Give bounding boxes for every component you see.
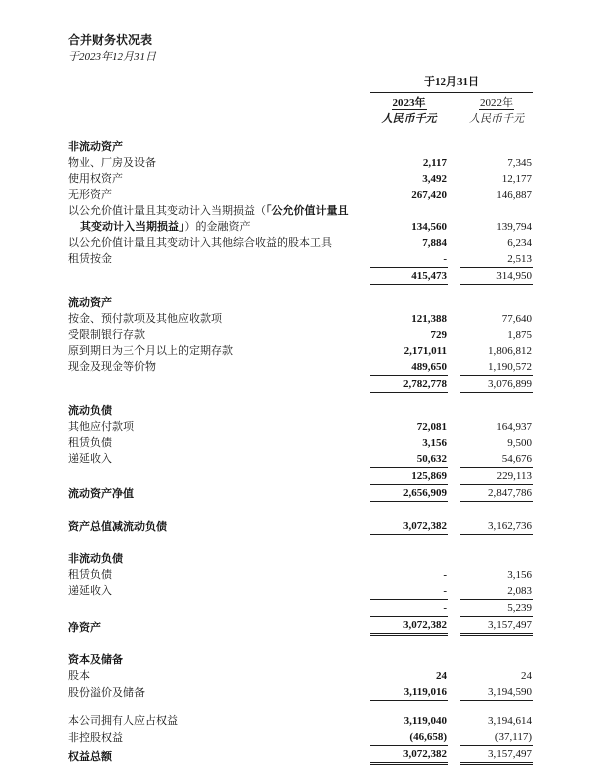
- value-2022: 229,113: [460, 467, 533, 485]
- value-2022: 6,234: [507, 237, 532, 249]
- section-label: 流动负债: [68, 405, 112, 417]
- table-row: [68, 171, 533, 187]
- table-row: [68, 451, 533, 467]
- row-label: 股份溢价及储备: [68, 687, 145, 699]
- section-header-row: [68, 139, 533, 155]
- row-label: 使用权资产: [68, 173, 123, 185]
- row-label: 物业、厂房及设备: [68, 157, 156, 169]
- value-2022: 3,076,899: [460, 375, 533, 393]
- row-label: 受限制银行存款: [68, 329, 145, 341]
- value-2023: -: [443, 569, 447, 581]
- equity-owners-row: [68, 713, 533, 729]
- row-label: 流动资产净值: [68, 488, 134, 500]
- value-2022: 5,239: [460, 599, 533, 617]
- value-2023: 489,650: [411, 361, 447, 373]
- value-2022: 1,190,572: [488, 361, 532, 373]
- spacer-row: [68, 393, 533, 403]
- value-2022: 7,345: [507, 157, 532, 169]
- value-2022: 2,847,786: [460, 485, 533, 502]
- value-2023: 2,656,909: [370, 485, 448, 502]
- row-label: 非控股权益: [68, 732, 123, 744]
- subtotal-row: [68, 267, 533, 285]
- value-2023: 72,081: [416, 421, 447, 433]
- section-label: 非流动负债: [68, 553, 123, 565]
- value-2022: 3,162,736: [460, 518, 533, 535]
- value-2023: 3,119,016: [370, 684, 448, 701]
- unit-header-row: [68, 111, 533, 127]
- date-header: 于12月31日: [370, 72, 533, 93]
- table-row: [68, 668, 533, 684]
- value-2022: 1,875: [507, 329, 532, 341]
- section-header-row: [68, 295, 533, 311]
- value-2022: 9,500: [507, 437, 532, 449]
- row-label: 递延收入: [68, 453, 112, 465]
- spacer-row: [68, 535, 533, 551]
- value-2022: 24: [521, 670, 532, 682]
- value-2022: 54,676: [501, 453, 532, 465]
- value-2023: 267,420: [411, 189, 447, 201]
- table-row: [68, 359, 533, 375]
- value-2023: 3,156: [422, 437, 447, 449]
- row-label: 以公允价值计量且其变动计入当期损益（「公允价值计量且 其变动计入当期损益」）的金融资产: [68, 205, 349, 233]
- row-label: 以公允价值计量且其变动计入其他综合收益的股本工具: [68, 237, 332, 249]
- value-2023: 2,117: [422, 157, 447, 169]
- table-row: [68, 343, 533, 359]
- value-2022: 3,156: [507, 569, 532, 581]
- value-2023: 729: [430, 329, 447, 341]
- value-2022: 2,513: [507, 253, 532, 265]
- row-label: 本公司拥有人应占权益: [68, 715, 178, 727]
- value-2023: 121,388: [411, 313, 447, 325]
- unit-2022-header: 人民币千元: [469, 113, 524, 125]
- value-2023: 50,632: [416, 453, 447, 465]
- row-label: 递延收入: [68, 585, 112, 597]
- year-header-row: [68, 93, 533, 111]
- value-2022: 164,937: [496, 421, 532, 433]
- table-row: [68, 203, 533, 235]
- value-2022: 1,806,812: [488, 345, 532, 357]
- subtotal-row: [68, 599, 533, 617]
- table-row: [68, 567, 533, 583]
- value-2022: 139,794: [496, 221, 532, 233]
- document-header: [68, 32, 545, 66]
- row-label: 租赁负债: [68, 437, 112, 449]
- spacer-row: [68, 502, 533, 518]
- value-2022: 3,157,497: [460, 746, 533, 765]
- row-label: 其他应付款项: [68, 421, 134, 433]
- table-row: [68, 419, 533, 435]
- value-2022: 2,083: [507, 585, 532, 597]
- section-header-row: [68, 652, 533, 668]
- value-2022: 3,157,497: [460, 617, 533, 636]
- value-2023: 2,782,778: [370, 375, 448, 393]
- value-2022: 12,177: [501, 173, 532, 185]
- value-2023: 7,884: [422, 237, 447, 249]
- row-label: 无形资产: [68, 189, 112, 201]
- row-label: 权益总额: [68, 751, 112, 763]
- section-header-row: [68, 551, 533, 567]
- value-2023: -: [370, 599, 448, 617]
- page-title: 合并财务状况表: [68, 33, 153, 47]
- table-row: [68, 251, 533, 267]
- spacer-row: [68, 636, 533, 652]
- year-2022-header: 2022年: [480, 97, 513, 109]
- value-2023: -: [443, 253, 447, 265]
- section-label: 流动资产: [68, 297, 112, 309]
- row-label: 原到期日为三个月以上的定期存款: [68, 345, 233, 357]
- row-label: 租赁按金: [68, 253, 112, 265]
- non-controlling-interests-row: [68, 729, 533, 746]
- value-2022: (37,117): [460, 729, 533, 746]
- table-row: [68, 684, 533, 701]
- net-current-assets-row: [68, 485, 533, 502]
- table-row: [68, 583, 533, 599]
- page-subtitle: 于2023年12月31日: [68, 51, 156, 63]
- value-2023: 415,473: [370, 267, 448, 285]
- row-label: 净资产: [68, 622, 101, 634]
- row-label: 现金及现金等价物: [68, 361, 156, 373]
- value-2023: (46,658): [370, 729, 448, 746]
- total-equity-row: [68, 746, 533, 765]
- unit-2023-header: 人民币千元: [381, 113, 437, 125]
- table-row: [68, 327, 533, 343]
- section-label: 非流动资产: [68, 141, 123, 153]
- row-label: 股本: [68, 670, 90, 682]
- date-header-row: [68, 72, 533, 93]
- row-label: 租赁负债: [68, 569, 112, 581]
- subtotal-row: [68, 375, 533, 393]
- value-2022: 314,950: [460, 267, 533, 285]
- value-2023: 3,072,382: [370, 746, 448, 765]
- table-row: [68, 435, 533, 451]
- value-2023: 3,119,040: [403, 715, 447, 727]
- table-row: [68, 235, 533, 251]
- value-2023: 134,560: [411, 221, 447, 233]
- spacer-row: [68, 127, 533, 139]
- section-label: 资本及储备: [68, 654, 123, 666]
- value-2022: 3,194,614: [488, 715, 532, 727]
- value-2023: 3,072,382: [370, 518, 448, 535]
- value-2023: 125,869: [370, 467, 448, 485]
- value-2022: 77,640: [501, 313, 532, 325]
- value-2022: 146,887: [496, 189, 532, 201]
- table-row: [68, 187, 533, 203]
- year-2023-header: 2023年: [392, 97, 426, 109]
- row-label: 资产总值减流动负债: [68, 521, 167, 533]
- table-row: [68, 155, 533, 171]
- total-assets-less-current-liabilities-row: [68, 518, 533, 535]
- value-2023: 3,072,382: [370, 617, 448, 636]
- section-header-row: [68, 403, 533, 419]
- financial-position-table: [56, 72, 545, 765]
- value-2023: -: [443, 585, 447, 597]
- spacer-row: [68, 285, 533, 295]
- spacer-row: [68, 701, 533, 713]
- value-2023: 2,171,011: [403, 345, 447, 357]
- value-2023: 24: [436, 670, 447, 682]
- value-2023: 3,492: [422, 173, 447, 185]
- row-label: 按金、预付款项及其他应收款项: [68, 313, 222, 325]
- subtotal-row: [68, 467, 533, 485]
- value-2022: 3,194,590: [460, 684, 533, 701]
- net-assets-row: [68, 617, 533, 636]
- table-row: [68, 311, 533, 327]
